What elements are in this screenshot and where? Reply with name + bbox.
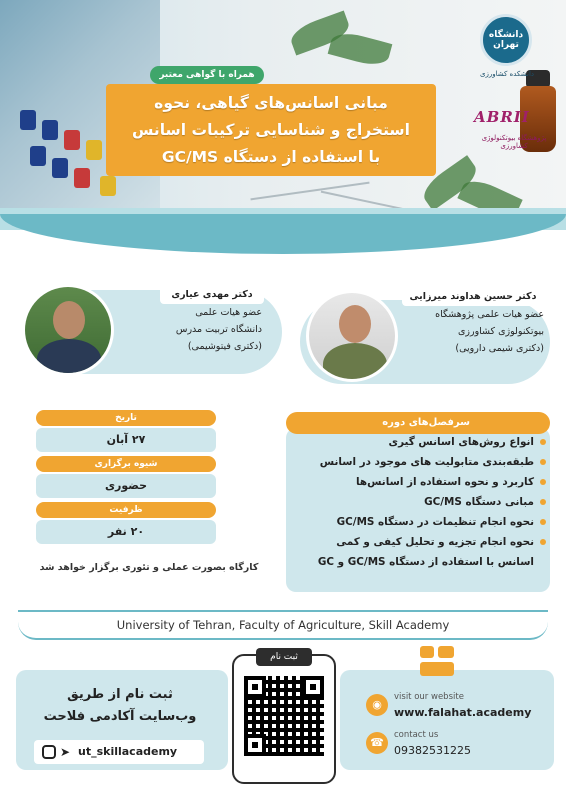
course-title-line: استخراج و شناسایی ترکیبات اسانس	[132, 121, 410, 139]
course-title	[112, 90, 430, 171]
qr-label: ثبت نام	[256, 648, 312, 666]
instructor-info-line: دانشگاه تربیت مدرس	[175, 324, 262, 335]
instructor-info-line: عضو هیات علمی پژوهشگاه	[435, 309, 544, 320]
date-label: تاریخ	[36, 410, 216, 426]
bullet-icon	[540, 539, 546, 545]
instructor-photo	[22, 284, 114, 376]
qr-finder-icon	[302, 676, 324, 698]
globe-icon: ◉	[366, 694, 388, 716]
certificate-badge: همراه با گواهی معتبر	[150, 66, 264, 84]
format-label: شیوه برگزاری	[36, 456, 216, 472]
abrii-logo: ABRII	[474, 108, 530, 126]
instructor-info-line: (دکتری فیتوشیمی)	[187, 341, 262, 352]
bullet-icon	[540, 459, 546, 465]
registration-text	[20, 684, 220, 728]
capacity-value: ۲۰ نفر	[36, 520, 216, 544]
website-label: visit our website	[394, 692, 464, 702]
telegram-icon: ➤	[60, 745, 71, 759]
instructor-photo	[306, 290, 398, 382]
abrii-logo-subtitle: پژوهشگاه بیوتکنولوژی کشاورزی	[481, 134, 547, 150]
capacity-label: ظرفیت	[36, 502, 216, 518]
syllabus-item: نحوه انجام تجزیه و تحلیل کیفی و کمی	[290, 532, 546, 552]
syllabus-item-continued: اسانس با استفاده از دستگاه GC/MS و GC	[317, 556, 534, 568]
syllabus-item: طبقه‌بندی متابولیت های موجود در اسانس	[290, 452, 546, 472]
header-wave	[0, 214, 566, 254]
instructor-info-line: (دکتری شیمی دارویی)	[455, 343, 544, 354]
qr-finder-icon	[244, 676, 266, 698]
syllabus-item: انواع روش‌های اسانس گیری	[290, 432, 546, 452]
instructor-info	[120, 304, 262, 355]
university-banner: University of Tehran, Faculty of Agriculture, Skill Academy	[18, 610, 548, 640]
instructor-name: دکتر مهدی عیاری	[160, 286, 264, 304]
date-value: ۲۷ آبان	[36, 428, 216, 452]
vial-icon	[86, 140, 102, 160]
registration-line: ثبت نام از طریق	[67, 687, 173, 702]
instructor-info-line: بیوتکنولوژی کشاورزی	[457, 326, 544, 337]
contact-label: contact us	[394, 730, 439, 740]
syllabus-item: کاربرد و نحوه استفاده از اسانس‌ها	[290, 472, 546, 492]
instructor-info	[402, 306, 544, 357]
qr-finder-icon	[244, 734, 266, 756]
vial-icon	[30, 146, 46, 166]
bullet-icon	[540, 519, 546, 525]
syllabus-title: سرفصل‌های دوره	[286, 412, 550, 434]
phone-number[interactable]: 09382531225	[394, 744, 471, 757]
instagram-icon	[42, 745, 56, 759]
bullet-icon	[540, 439, 546, 445]
bullet-icon	[540, 479, 546, 485]
falahat-academy-logo	[420, 646, 454, 676]
registration-line: وب‌سایت آکادمی فلاحت	[43, 709, 197, 724]
bullet-icon	[540, 499, 546, 505]
syllabus-list	[290, 432, 546, 572]
vial-icon	[52, 158, 68, 178]
course-title-line: با استفاده از دستگاه GC/MS	[161, 148, 381, 166]
vial-icon	[74, 168, 90, 188]
phone-icon: ☎	[366, 732, 388, 754]
vial-icon	[20, 110, 36, 130]
syllabus-item: نحوه انجام تنظیمات در دستگاه GC/MS	[290, 512, 546, 532]
syllabus-item: مبانی دستگاه GC/MS	[290, 492, 546, 512]
format-value: حضوری	[36, 474, 216, 498]
instructor-info-line: عضو هیات علمی	[195, 307, 262, 318]
faculty-logo-text: دانشکده کشاورزی	[479, 70, 535, 78]
workshop-note: کارگاه بصورت عملی و تئوری برگزار خواهد شد	[39, 562, 259, 573]
instructor-name: دکتر حسین هداوند میرزایی	[402, 288, 544, 306]
course-title-line: مبانی اسانس‌های گیاهی، نحوه	[154, 94, 388, 112]
leaf-decoration	[328, 29, 393, 70]
website-link[interactable]: www.falahat.academy	[394, 706, 532, 719]
social-handle-box[interactable]	[34, 740, 204, 764]
social-handle: ut_skillacademy	[78, 745, 178, 758]
vial-icon	[64, 130, 80, 150]
vial-icon	[100, 176, 116, 196]
vial-icon	[42, 120, 58, 140]
university-logo-text: دانشگاه تهران	[488, 30, 524, 50]
